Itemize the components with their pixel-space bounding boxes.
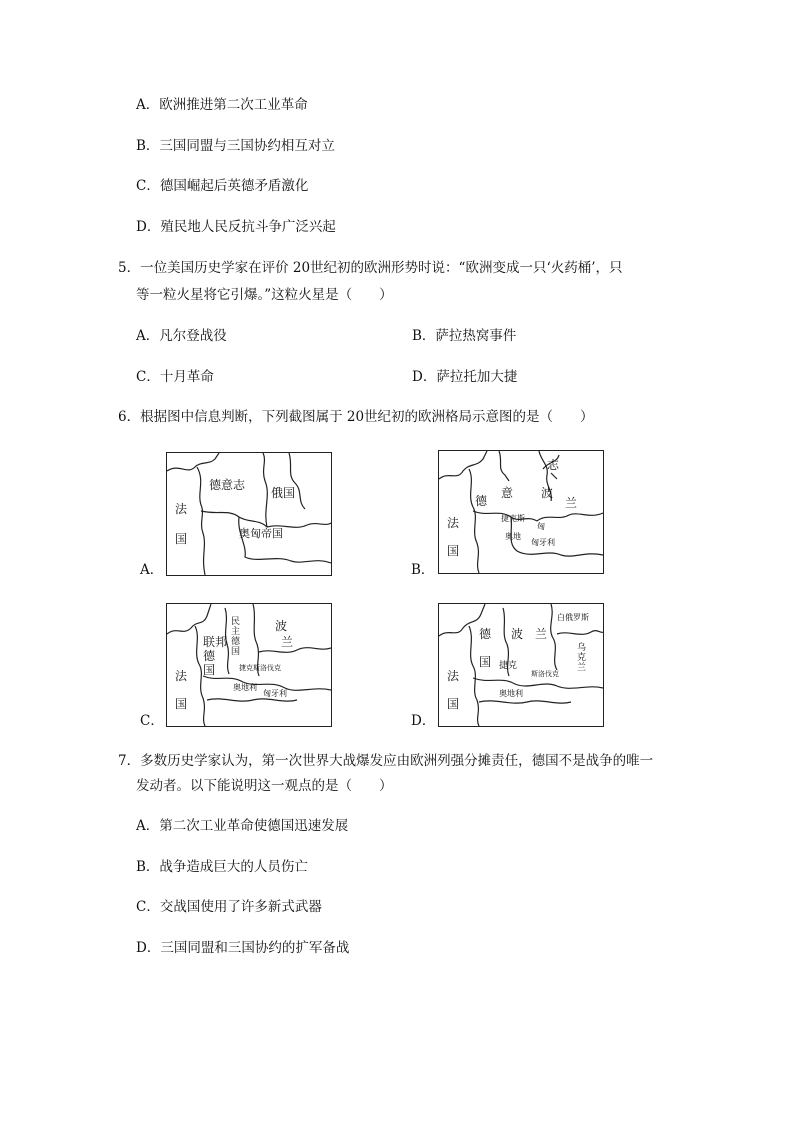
map-b-label-de: 德 xyxy=(475,494,488,508)
map-b-label-zhi: 志 xyxy=(547,458,560,472)
map-b-label-bo: 波 xyxy=(541,486,554,500)
q4-option-c: C．德国崛起后英德矛盾激化 xyxy=(136,178,309,194)
map-a-letter: A． xyxy=(140,562,164,578)
q7-stem-line1: 7．多数历史学家认为，第一次世界大战爆发应由欧洲列强分摊责任，德国不是战争的唯一 xyxy=(118,753,654,769)
map-c-letter: C． xyxy=(140,713,164,729)
map-c-label-guo2: 国 xyxy=(203,663,216,677)
map-b-label-xiong: 匈 xyxy=(537,522,545,531)
map-c-label-min: 民 xyxy=(231,617,241,627)
map-a-label-guo: 国 xyxy=(175,532,188,546)
map-b xyxy=(438,450,604,574)
map-d-label-slovakia: 斯洛伐克 xyxy=(531,670,559,678)
map-c-label-guo: 国 xyxy=(231,647,241,657)
map-d-label-bo: 波 xyxy=(511,627,524,641)
map-c-label-bang: 邦 xyxy=(215,635,228,649)
map-d-label-lan: 兰 xyxy=(535,627,548,641)
map-d-label-ke: 克 xyxy=(577,653,587,663)
map-d-label-de: 德 xyxy=(479,627,492,641)
map-a-label-fa: 法 xyxy=(175,502,188,516)
map-c-label-lan: 兰 xyxy=(281,635,294,649)
q7-option-c: C．交战国使用了许多新式武器 xyxy=(136,899,322,915)
map-b-label-yi: 意 xyxy=(501,486,514,500)
q5-option-d: D．萨拉托加大捷 xyxy=(412,369,518,385)
map-a-label-germany: 德意志 xyxy=(209,478,246,492)
map-b-label-lan: 兰 xyxy=(565,496,578,510)
q5-option-b: B．萨拉热窝事件 xyxy=(412,328,517,344)
map-c-label-austria: 奥地利 xyxy=(233,683,257,692)
map-c-label-zhu: 主 xyxy=(231,627,241,637)
q5-stem-line1: 5．一位美国历史学家在评价 20世纪初的欧洲形势时说：“欧洲变成一只‘火药桶’，只 xyxy=(118,260,623,276)
map-d-label-belarus: 白俄罗斯 xyxy=(557,613,589,622)
q4-option-d: D．殖民地人民反抗斗争广泛兴起 xyxy=(136,219,336,235)
map-c-label-czechoslovakia: 捷克斯洛伐克 xyxy=(239,664,281,672)
map-a-label-austria-hungary: 奥匈帝国 xyxy=(239,527,283,540)
map-d-label-fa: 法 xyxy=(447,669,460,683)
q5-option-a: A．凡尔登战役 xyxy=(136,328,227,344)
map-c-label-de2: 德 xyxy=(203,649,216,663)
map-d-label-guo2: 国 xyxy=(447,697,460,711)
map-d-label-lan2: 兰 xyxy=(577,663,587,673)
map-b-label-guo: 国 xyxy=(447,544,460,558)
map-c-label-bo: 波 xyxy=(275,619,288,633)
map-c-label-hungary: 匈牙利 xyxy=(263,689,287,698)
map-d-label-wu: 乌 xyxy=(577,643,587,653)
map-d xyxy=(438,603,604,727)
map-b-letter: B． xyxy=(411,562,435,578)
q4-option-a: A．欧洲推进第二次工业革命 xyxy=(136,97,308,113)
map-d-label-guo: 国 xyxy=(479,655,492,669)
map-b-label-fa: 法 xyxy=(447,516,460,530)
q6-stem: 6．根据图中信息判断，下列截图属于 20世纪初的欧洲格局示意图的是（ ） xyxy=(118,409,594,425)
map-b-label-czech: 捷克斯 xyxy=(501,514,525,523)
map-b-label-austria: 奥地 xyxy=(505,532,521,541)
map-d-label-czech: 捷克 xyxy=(499,661,518,671)
map-c-label-lian: 联 xyxy=(203,635,216,649)
map-c-label-guo3: 国 xyxy=(175,697,188,711)
q7-stem-line2: 发动者。以下能说明这一观点的是（ ） xyxy=(136,778,393,794)
q7-option-a: A．第二次工业革命使德国迅速发展 xyxy=(136,818,349,834)
map-a xyxy=(166,452,332,576)
map-d-label-austria: 奥地利 xyxy=(499,689,523,698)
q7-option-b: B．战争造成巨大的人员伤亡 xyxy=(136,859,308,875)
map-a-label-russia: 俄国 xyxy=(271,486,296,500)
q5-stem-line2: 等一粒火星将它引爆。”这粒火星是（ ） xyxy=(136,287,393,303)
map-c xyxy=(166,603,332,727)
q5-option-c: C．十月革命 xyxy=(136,369,214,385)
q4-option-b: B．三国同盟与三国协约相互对立 xyxy=(136,138,335,154)
map-d-letter: D． xyxy=(411,713,436,729)
map-b-label-hungary: 匈牙利 xyxy=(531,538,555,547)
map-c-label-de: 德 xyxy=(231,637,241,647)
map-c-label-fa: 法 xyxy=(175,669,188,683)
q7-option-d: D．三国同盟和三国协约的扩军备战 xyxy=(136,940,350,956)
